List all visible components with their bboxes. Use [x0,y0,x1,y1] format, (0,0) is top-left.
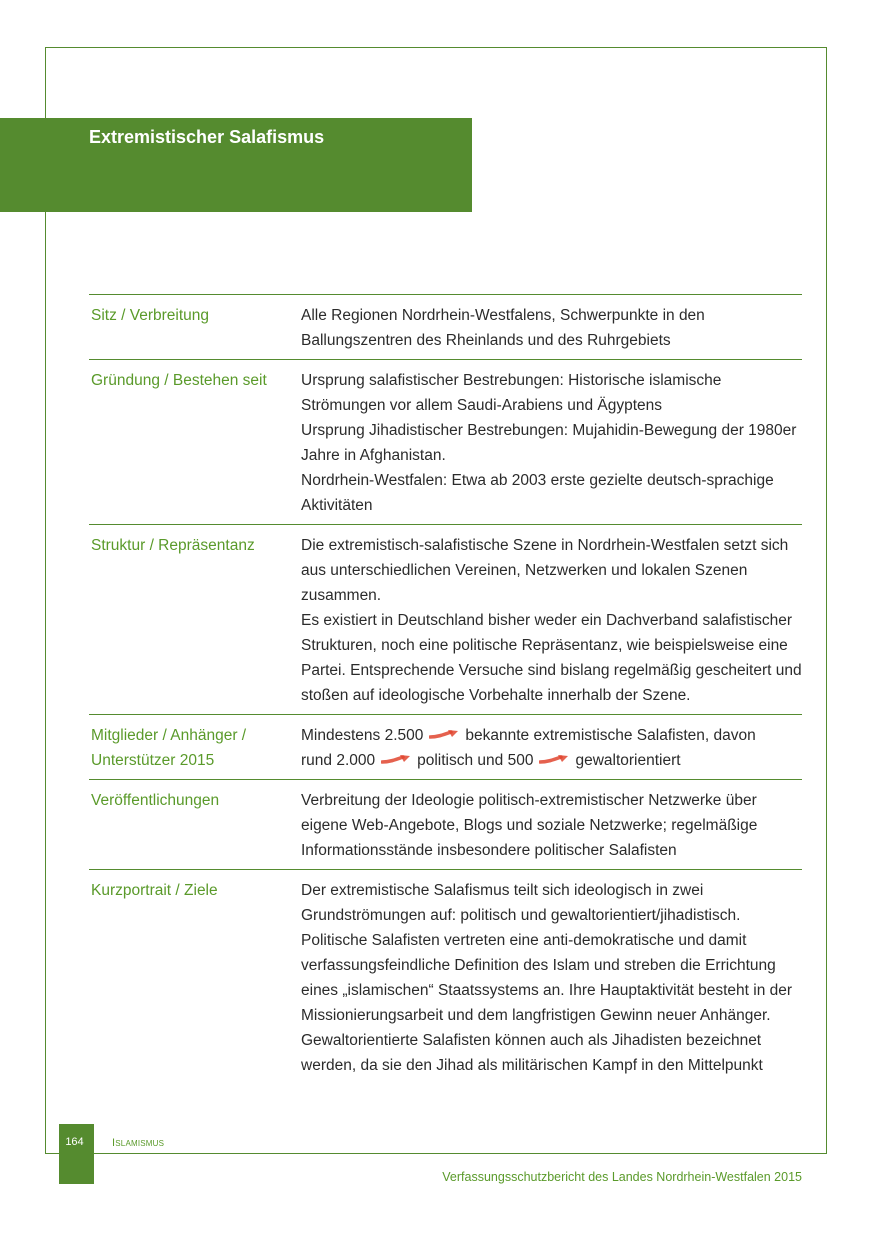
row-value [301,303,802,353]
row-value [301,788,802,863]
row-paragraph: Nordrhein-Westfalen: Etwa ab 2003 erste gezielte deutsch-sprachige Aktivitäten [301,472,774,514]
row-paragraph: Gewaltorientierte Salafisten können auch als Jihadisten bezeichnet werden, da sie den Jihad als militärischen Kampf in den Mittelpunkt [301,1032,763,1074]
trend-up-arrow-icon [539,754,569,764]
row-label: Sitz / Verbreitung [91,307,210,324]
page-title: Extremistischer Salafismus [89,127,325,147]
members-political-text: rund 2.000 [301,752,376,769]
members-total-text: Mindestens 2.500 [301,727,424,744]
row-paragraph: Politische Salafisten vertreten eine anti-demokratische und damit verfassungsfeindliche Definition des Islam und streben die Errichtung eines „islamischen“ Staatssystems an. Ihre Hauptaktivität besteht in der Missionierungsarbeit und dem langfristigen Gewinn neuer Anhänger. [301,932,793,1024]
members-violent-text: politisch und 500 [417,752,534,769]
row-paragraph: Es existiert in Deutschland bisher weder ein Dachverband salafistischer Strukturen, noch eine politische Repräsentanz, wie beispielsweise eine Partei. Entsprechende Versuche sind bislang regelmäßig gescheitert und stoßen auf ideologische Vorbehalte innerhalb der Szene. [301,612,802,704]
section-name: Islamismus [112,1137,165,1149]
fact-table [89,294,802,1078]
row-paragraph: Ursprung salafistischer Bestrebungen: Historische islamische Strömungen vor allem Saudi-Arabiens und Ägyptens [301,372,722,414]
row-paragraph: Verbreitung der Ideologie politisch-extremistischer Netzwerke über eigene Web-Angebote, Blogs und soziale Netzwerke; regelmäßige Informationsstände insbesondere politischer Salafisten [301,792,758,859]
trend-up-arrow-icon [429,729,459,739]
members-violent-suffix: gewaltorientiert [575,752,681,769]
row-paragraph: Der extremistische Salafismus teilt sich ideologisch in zwei Grundströmungen auf: politisch und gewaltorientiert/jihadistisch. [301,882,741,924]
row-label-line: Unterstützer 2015 [91,752,215,769]
row-label: Gründung / Bestehen seit [91,372,267,389]
row-label: Veröffentlichungen [91,792,220,809]
table-row [89,294,802,359]
table-row [89,524,802,714]
row-value [301,878,802,1078]
members-total-suffix: bekannte extremistische Salafisten, davon [465,727,756,744]
title-banner [0,118,472,212]
row-label [89,723,301,773]
table-row [89,359,802,524]
row-value [301,368,802,518]
row-paragraph: Die extremistisch-salafistische Szene in Nordrhein-Westfalen setzt sich aus unterschiedlichen Vereinen, Netzwerken und lokalen Szenen zusammen. [301,537,789,604]
row-label: Struktur / Repräsentanz [91,537,255,554]
row-value [301,533,802,708]
row-label: Kurzportrait / Ziele [91,882,218,899]
table-row [89,714,802,779]
trend-up-arrow-icon [381,754,411,764]
row-label-line: Mitglieder / Anhänger / [91,727,247,744]
row-paragraph: Alle Regionen Nordrhein-Westfalens, Schwerpunkte in den Ballungszentren des Rheinlands und des Ruhrgebiets [301,307,705,349]
page-number: 164 [65,1136,84,1148]
table-row [89,779,802,869]
page-number-tab [59,1124,94,1184]
row-value [301,723,802,773]
report-title: Verfassungsschutzbericht des Landes Nordrhein-Westfalen 2015 [442,1170,802,1184]
table-row [89,869,802,1078]
row-paragraph: Ursprung Jihadistischer Bestrebungen: Mujahidin-Bewegung der 1980er Jahre in Afghanistan. [301,422,797,464]
